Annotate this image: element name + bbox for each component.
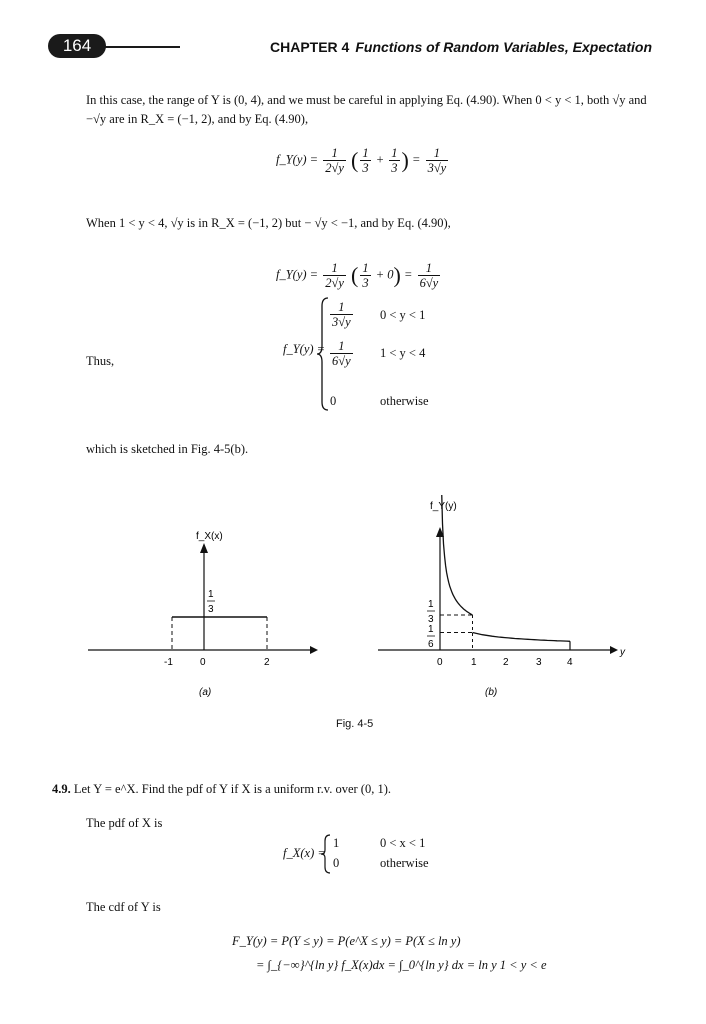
b-ytick2-num: 1 (428, 624, 434, 635)
problem-text: Let Y = e^X. Find the pdf of Y if X is a uniform r.v. over (0, 1). (73, 782, 392, 796)
para3-line: which is sketched in Fig. 4-5(b). (86, 442, 249, 456)
b-xtick-1: 1 (471, 657, 477, 668)
eq2-plus-zero: + 0 (375, 267, 394, 282)
b-curve-segment-1 (442, 495, 473, 615)
pdf-intro: The pdf of X is (86, 816, 163, 830)
b-curve-segment-2 (473, 633, 571, 642)
a-y-arrow (200, 543, 208, 553)
eq2-rhs-den: 6√y (419, 276, 439, 290)
pw1-case2-num: 1 (330, 339, 353, 354)
eq2-lhs: f_Y(y) = (276, 267, 319, 282)
eq1-rhs-num: 1 (426, 146, 449, 161)
pdf-case2-val: 0 (333, 856, 340, 870)
b-ytick2-den: 6 (428, 639, 434, 650)
para2-line: When 1 < y < 4, √y is in R_X = (−1, 2) but − √y < −1, and by Eq. (4.90), (86, 216, 451, 230)
b-xlabel: y (620, 647, 625, 658)
pdf-lhs: f_X(x) = (283, 846, 326, 860)
para1-line2: −√y are in R_X = (−1, 2), and by Eq. (4.90), (86, 112, 309, 126)
figure-b (370, 495, 640, 705)
eq1-t1-den: 3 (362, 161, 369, 175)
piecewise1-cond2: 1 < y < 4 (380, 346, 426, 360)
figure-a (80, 525, 330, 705)
a-xtick-2: 2 (264, 657, 270, 668)
piecewise1-case1 (328, 300, 355, 329)
b-ytick1-num: 1 (428, 599, 434, 610)
chapter-label: CHAPTER 4 (270, 39, 350, 55)
pw1-case2-den: 6√y (332, 354, 351, 368)
cdf-line-2: = ∫_{−∞}^{ln y} f_X(x)dx = ∫_0^{ln y} dx = ln y 1 < y < e (256, 958, 547, 972)
eq1-t2-den: 3 (391, 161, 398, 175)
page-number: 164 (48, 34, 106, 58)
cdf-intro: The cdf of Y is (86, 900, 161, 914)
equation-1: f_Y(y) = $\frac{1}{2√y}$ ( $\frac{1}{3}$ + $\frac{1}{3}$ ) = $\frac{1}{3√y}$ (276, 146, 447, 175)
pdf-case1-val: 1 (333, 836, 340, 850)
a-xtick-0: 0 (200, 657, 206, 668)
a-ytick-num: 1 (208, 589, 214, 600)
piecewise1-cond3: otherwise (380, 394, 429, 408)
b-xtick-4: 4 (567, 657, 573, 668)
a-x-arrow (310, 646, 318, 654)
cdf-line-1: F_Y(y) = P(Y ≤ y) = P(e^X ≤ y) = P(X ≤ ln y) (232, 934, 461, 948)
chapter-heading (270, 39, 652, 55)
b-x-arrow (610, 646, 618, 654)
eq1-t1-num: 1 (362, 146, 369, 160)
b-xtick-0: 0 (437, 657, 443, 668)
pw1-case1-den: 3√y (332, 315, 351, 329)
equation-2: f_Y(y) = $\frac{1}{2√y}$ ( $\frac{1}{3}$ + 0) = $\frac{1}{6√y}$ (276, 261, 439, 290)
eq2-rhs-num: 1 (418, 261, 441, 276)
pdf-case2-cond: otherwise (380, 856, 429, 870)
eq2-t1-den: 3 (362, 276, 369, 290)
b-xtick-3: 3 (536, 657, 542, 668)
eq2-coef-den: 2√y (325, 276, 344, 290)
piecewise1-lhs: f_Y(y) = (283, 342, 326, 356)
a-ytick-den: 3 (208, 604, 214, 615)
b-panel-label: (b) (485, 687, 498, 698)
b-xtick-2: 2 (503, 657, 509, 668)
figure-caption: Fig. 4-5 (336, 718, 374, 730)
eq2-coef-num: 1 (323, 261, 346, 276)
eq1-t2-num: 1 (391, 146, 398, 160)
b-ytick1-den: 3 (428, 614, 434, 625)
pdf-brace (320, 833, 332, 875)
eq1-rhs-den: 3√y (427, 161, 447, 175)
piecewise1-case2 (328, 339, 355, 368)
para1-line1: In this case, the range of Y is (0, 4), and we must be careful in applying Eq. (4.90). When 0 < y < 1, both √y and (86, 93, 647, 107)
pdf-case1-cond: 0 < x < 1 (380, 836, 426, 850)
eq1-plus: + (375, 152, 385, 167)
a-panel-label: (a) (199, 687, 212, 698)
eq1-coef-den: 2√y (325, 161, 344, 175)
eq1-coef-num: 1 (323, 146, 346, 161)
thus-label: Thus, (86, 354, 115, 368)
problem-number: 4.9. (52, 782, 71, 796)
piecewise1-cond1: 0 < y < 1 (380, 308, 426, 322)
chapter-title: Functions of Random Variables, Expectation (355, 39, 652, 55)
problem-statement (52, 780, 391, 798)
piecewise1-case3: 0 (330, 394, 337, 408)
header-rule (100, 46, 180, 48)
eq2-t1-num: 1 (362, 261, 369, 275)
pw1-case1-num: 1 (330, 300, 353, 315)
b-ylabel: f_Y(y) (430, 501, 457, 512)
a-xtick-neg1: -1 (164, 657, 173, 668)
eq1-lhs: f_Y(y) = (276, 152, 319, 167)
a-ylabel: f_X(x) (196, 531, 223, 542)
